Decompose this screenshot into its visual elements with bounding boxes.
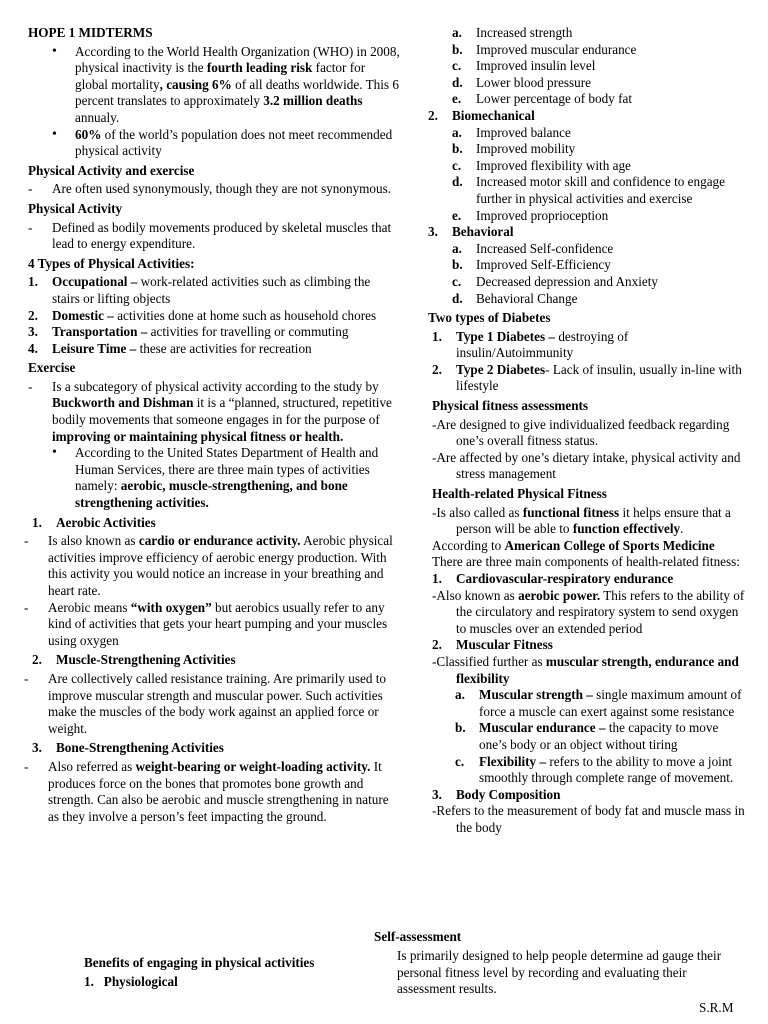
component-heading: 2. Muscular Fitness — [432, 637, 553, 653]
biomech-heading: 2. Biomechanical — [428, 107, 535, 123]
type-item: 1. Occupational – work-related activities such as climbing the stairs or lifting objects — [28, 274, 371, 306]
assessment-section — [428, 398, 746, 836]
type-item: 4. Leisure Time – these are activities for recreation — [28, 340, 312, 356]
bullet-dot-icon: • — [52, 445, 57, 461]
list-item: c. Improved flexibility with age — [452, 157, 631, 173]
component-heading: 3. Body Composition — [432, 786, 561, 802]
list-item: d. Behavioral Change — [452, 290, 578, 306]
assessment-item: -Are designed to give individualized feedback regarding one’s overall fitness status. — [432, 416, 730, 449]
pa-exercise-heading: Physical Activity and exercise — [28, 162, 195, 178]
type-item: 3. Transportation – activities for travelling or commuting — [28, 324, 349, 340]
list-item: a. Muscular strength – single maximum amount of force a muscle can exert against some resistance — [455, 687, 742, 719]
pa-exercise-item: - Are often used synonymously, though they are not synonymous. — [28, 181, 392, 197]
list-item: d. Lower blood pressure — [452, 74, 591, 90]
muscle-heading: 2. Muscle-Strengthening Activities — [32, 652, 236, 668]
diabetes-item: 2. Type 2 Diabetes- Lack of insulin, usually in-line with lifestyle — [432, 361, 742, 394]
self-assessment-heading: Self-assessment — [374, 929, 462, 944]
exercise-heading: Exercise — [28, 360, 76, 376]
list-item: b. Muscular endurance – the capacity to move one’s body or an object without tiring — [455, 720, 719, 752]
bone-heading: 3. Bone-Strengthening Activities — [32, 740, 224, 756]
physiological-heading: 1. Physiological — [84, 974, 178, 989]
component-text: -Classified further as muscular strength, endurance and flexibility — [432, 653, 739, 686]
component-heading: 1. Cardiovascular-respiratory endurance — [432, 571, 674, 586]
acsm-line: According to American College of Sports Medicine — [432, 537, 715, 553]
components-intro: There are three main components of health-related fitness: — [432, 554, 740, 570]
bullet-dot-icon: • — [52, 126, 57, 142]
assessment-item: -Are affected by one’s dietary intake, physical activity and stress management — [432, 449, 741, 482]
diabetes-heading: Two types of Diabetes — [428, 310, 551, 326]
muscle-item: - Are collectively called resistance training. Are primarily used to improve muscular strength and muscular power. Such activities make the muscles of the body work against an applied force or weight. — [24, 670, 386, 736]
type-item: 2. Domestic – activities done at home such as household chores — [28, 307, 377, 323]
bullet-dot-icon: • — [52, 43, 57, 59]
diabetes-item: 1. Type 1 Diabetes – destroying of insulin/Autoimmunity — [432, 328, 629, 361]
who-bullet: • According to the World Health Organization (WHO) in 2008, physical inactivity is the fourth leading risk factor for global mortality, causing 6% of all deaths worldwide. This 6 percent translates to approximately 3.2 million deaths annualy. — [52, 43, 400, 125]
population-bullet: • 60% of the world’s population does not meet recommended physical activity — [52, 126, 393, 159]
component-text: -Refers to the measurement of body fat and muscle mass in the body — [432, 803, 745, 835]
component-text: -Also known as aerobic power. This refers to the ability of the circulatory and respiratory system to send oxygen to muscles over an extended period — [432, 587, 745, 636]
hrpf-definition: -Is also called as functional fitness it helps ensure that a person will be able to function effectively. — [432, 504, 731, 537]
biomech-list — [428, 125, 746, 225]
list-item: a. Improved balance — [452, 124, 571, 140]
list-item: c. Decreased depression and Anxiety — [452, 273, 658, 289]
assessment-heading: Physical fitness assessments — [432, 398, 589, 414]
list-item: b. Improved Self-Efficiency — [452, 257, 611, 273]
aerobic-heading: 1. Aerobic Activities — [32, 514, 156, 530]
aerobic-item: - Is also known as cardio or endurance activity. Aerobic physical activities improve efficiency of aerobic energy production. With this activity you would notice an increase in your breathing and heart rate. — [24, 533, 393, 598]
pa-heading: Physical Activity — [28, 200, 123, 216]
physiological-list — [428, 25, 746, 108]
self-assessment-text: Is primarily designed to help people determine ad gauge their personal fitness level by recording and evaluating their assessment results. — [397, 948, 722, 997]
right-column — [428, 25, 746, 837]
types-heading: 4 Types of Physical Activities: — [28, 255, 195, 271]
list-item: e. Lower percentage of body fat — [452, 91, 632, 107]
list-item: a. Increased Self-confidence — [452, 240, 614, 256]
bone-item: - Also referred as weight-bearing or weight-loading activity. It produces force on the bones that promotes bone growth and strength. Can also be aerobic and muscle strengthening in nature as they involve a person’s feet impacting the ground. — [24, 758, 389, 824]
list-item: c. Flexibility – refers to the ability to move a joint smoothly through complete range of movement. — [455, 753, 734, 786]
benefits-heading: Benefits of engaging in physical activities — [84, 955, 315, 970]
behavioral-list — [428, 241, 746, 307]
list-item: e. Improved proprioception — [452, 207, 609, 223]
pa-definition: - Defined as bodily movements produced by skeletal muscles that lead to energy expenditure. — [28, 219, 392, 252]
author-initials: S.R.M — [699, 1000, 734, 1015]
usdhhs-bullet: • According to the United States Department of Health and Human Services, there are three main types of activities namely: aerobic, muscle-strengthening, and bone strengthening activities. — [52, 445, 379, 511]
aerobic-item: - Aerobic means “with oxygen” but aerobics usually refer to any kind of activities that gets your heart pumping and your muscles using oxygen — [24, 599, 388, 648]
behavioral-heading: 3. Behavioral — [428, 224, 514, 240]
hrpf-heading: Health-related Physical Fitness — [432, 486, 607, 502]
list-item: b. Improved muscular endurance — [452, 41, 637, 57]
list-item: d. Increased motor skill and confidence to engage further in physical activities and exercise — [452, 174, 725, 206]
list-item: c. Improved insulin level — [452, 58, 596, 74]
muscular-fitness-list — [432, 687, 746, 787]
exercise-definition: - Is a subcategory of physical activity according to the study by Buckworth and Dishman it is a “planned, structured, repetitive bodily movements that someone engages in for the purpose of improving or maintaining physical fitness or health. — [28, 378, 392, 444]
list-item: b. Improved mobility — [452, 141, 576, 157]
document-title: HOPE 1 MIDTERMS — [28, 25, 153, 40]
left-column — [24, 25, 400, 825]
list-item: a. Increased strength — [452, 25, 573, 40]
